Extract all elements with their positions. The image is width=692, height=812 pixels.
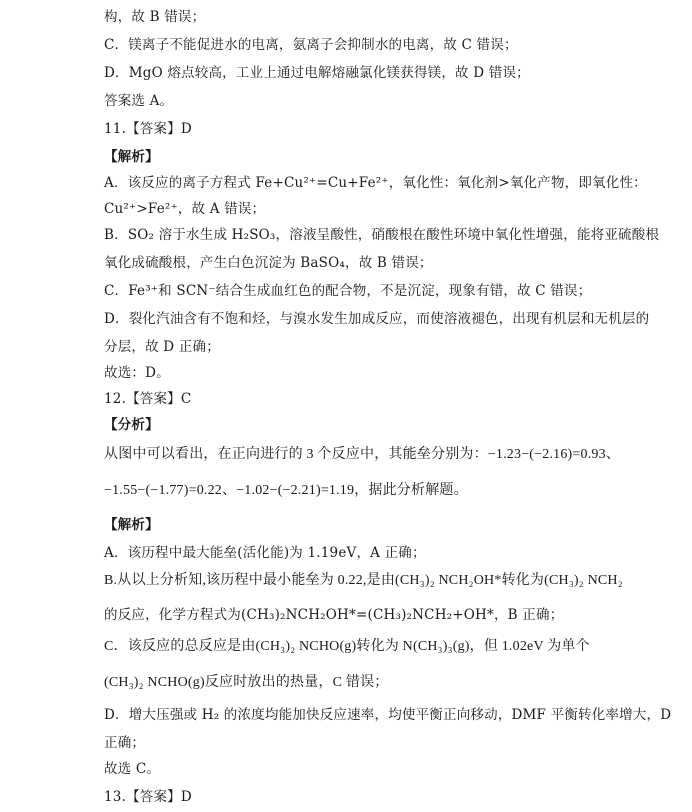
section-heading: 【解析】: [104, 517, 159, 533]
question-answer-heading: 13.【答案】D: [104, 789, 192, 805]
text-line: (CH₃)₂ NCHO(g)反应时放出的热量，C 错误；: [104, 675, 389, 690]
text-line: 分层，故 D 正确；: [104, 339, 220, 355]
text-line: 构，故 B 错误；: [104, 9, 206, 25]
text-line: −1.55−(−1.77)=0.22、−1.02−(−2.21)=1.19，据此分析解题。: [104, 483, 468, 498]
text-line: C．该反应的总反应是由(CH₃)₂ NCHO(g)转化为 N(CH₃)₃(g)，但 1.02eV 为单个: [104, 639, 590, 654]
question-answer-heading: 11.【答案】D: [104, 121, 192, 137]
question-answer-heading: 12.【答案】C: [104, 391, 192, 407]
text-line: 故选 C。: [104, 761, 161, 777]
text-line: 答案选 A。: [104, 93, 174, 109]
text-line: 的反应，化学方程式为(CH₃)₂NCH₂OH*=(CH₃)₂NCH₂+OH*，B 正确；: [104, 607, 564, 623]
section-heading: 【解析】: [104, 149, 159, 165]
text-line: 从图中可以看出，在正向进行的 3 个反应中，其能垒分别为：−1.23−(−2.16)=0.93、: [104, 447, 621, 462]
text-line: 正确；: [104, 735, 146, 751]
text-line: 氧化成硫酸根，产生白色沉淀为 BaSO₄，故 B 错误；: [104, 255, 433, 271]
section-heading: 【分析】: [104, 417, 159, 433]
text-line: C．镁离子不能促进水的电离，氨离子会抑制水的电离，故 C 错误；: [104, 37, 518, 53]
text-line: A．该历程中最大能垒(活化能)为 1.19eV，A 正确；: [104, 545, 426, 561]
text-line: C．Fe³⁺和 SCN⁻结合生成血红色的配合物，不是沉淀，现象有错，故 C 错误；: [104, 283, 592, 299]
text-line: Cu²⁺>Fe²⁺，故 A 错误；: [104, 201, 266, 217]
text-line: B.从以上分析知,该历程中最小能垒为 0.22,是由(CH₃)₂ NCH₂OH*转化为(CH₃)₂ NCH₂: [104, 573, 623, 588]
text-line: 故选：D。: [104, 365, 170, 381]
text-line: D．增大压强或 H₂ 的浓度均能加快反应速率，均使平衡正向移动，DMF 平衡转化率增大，D: [104, 707, 672, 723]
text-line: D．MgO 熔点较高，工业上通过电解熔融氯化镁获得镁，故 D 错误；: [104, 65, 530, 81]
text-line: A．该反应的离子方程式 Fe+Cu²⁺=Cu+Fe²⁺，氧化性：氧化剂>氧化产物，即氧化性：: [104, 175, 647, 191]
text-line: D．裂化汽油含有不饱和烃，与溴水发生加成反应，而使溶液褪色，出现有机层和无机层的: [104, 311, 650, 327]
text-line: B．SO₂ 溶于水生成 H₂SO₃，溶液呈酸性，硝酸根在酸性环境中氧化性增强，能将亚硫酸根: [104, 227, 660, 243]
